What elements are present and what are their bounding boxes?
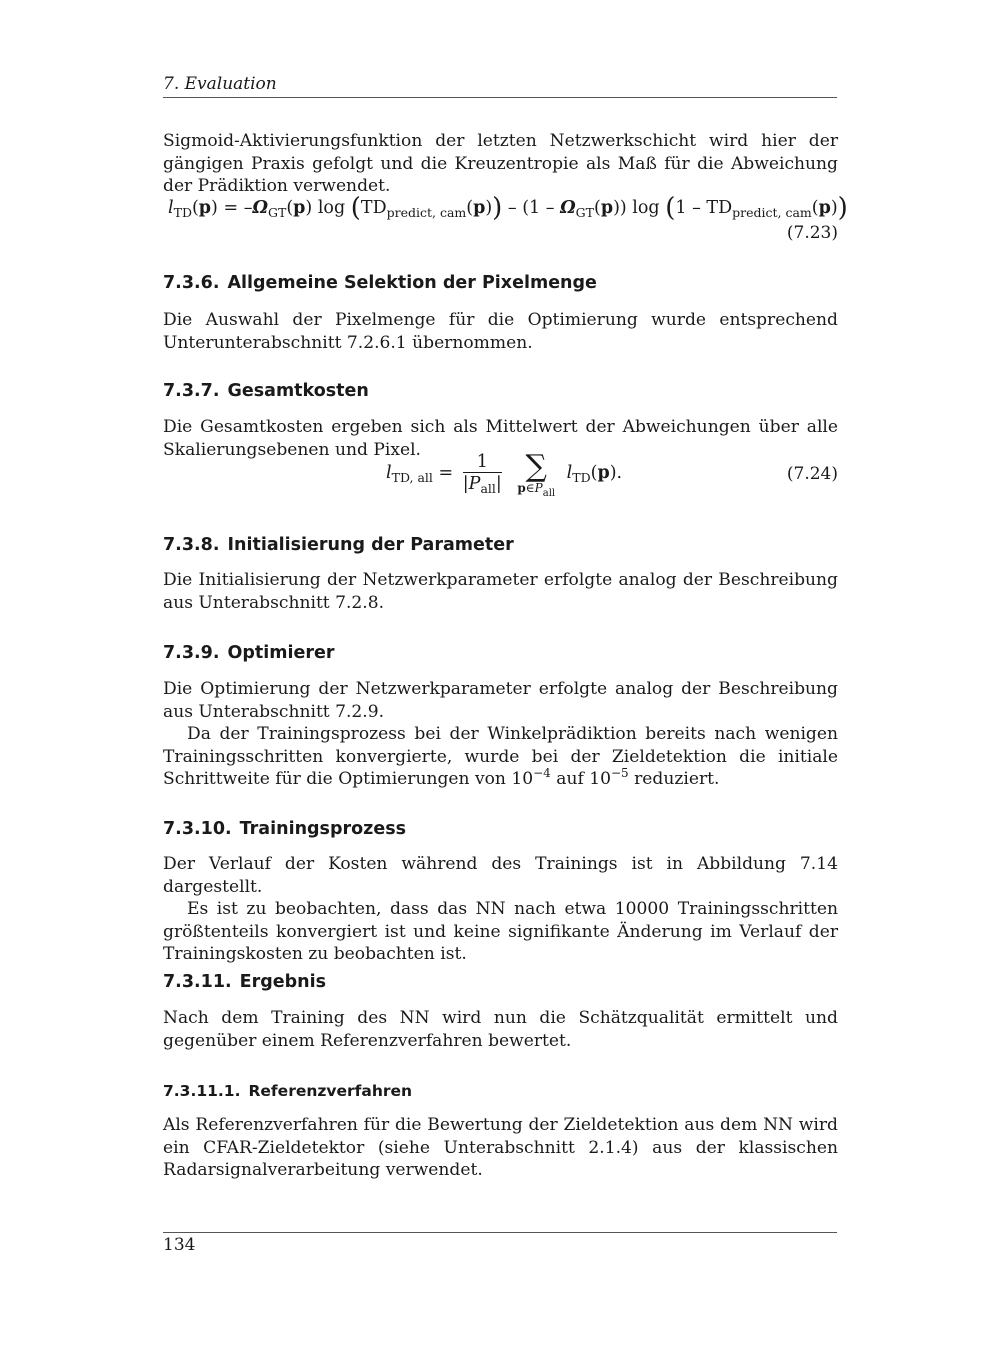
- section-title: Trainingsprozess: [239, 819, 407, 839]
- eq-paren: ): [492, 193, 503, 223]
- section-number: 7.3.11.1.: [163, 1082, 241, 1100]
- equation-7-24: $l_{TD, all}$ = $\frac{1}{|P_{all}|}$ ∑ $p\in P_{all}$ $l_{TD}(p)$.: [386, 448, 623, 499]
- section-number: 7.3.11.: [163, 972, 232, 992]
- section-heading: [163, 534, 838, 556]
- section-title: Allgemeine Selektion der Pixelmenge: [227, 273, 597, 293]
- section-title: Referenzverfahren: [248, 1082, 413, 1100]
- section-number: 7.3.10.: [163, 819, 232, 839]
- section-body: [163, 309, 838, 354]
- exponent: −4: [533, 766, 551, 781]
- paragraph: Die Initialisierung der Netzwerkparameter erfolgte analog der Beschreibung aus Unterabschnitt 7.2.8.: [163, 570, 838, 613]
- eq-symbol-l: l: [168, 198, 174, 218]
- paragraph: Als Referenzverfahren für die Bewertung der Zieldetektion aus dem NN wird ein CFAR-Zieldetektor (siehe Unterabschnitt 2.1.4) aus der klassischen Radarsignalverarbeitung verwendet.: [163, 1115, 838, 1181]
- eq-period: .: [616, 463, 623, 483]
- equation-number: (7.24): [786, 464, 838, 484]
- section-body: [163, 1007, 838, 1052]
- eq-log: log: [632, 198, 660, 218]
- eq-subscript: predict, cam: [386, 205, 467, 220]
- eq-symbol-p: p: [818, 198, 831, 218]
- eq-subscript: predict, cam: [732, 205, 812, 220]
- section-title: Gesamtkosten: [227, 381, 369, 401]
- section-heading: [163, 971, 838, 993]
- eq-subscript: GT: [268, 205, 287, 220]
- eq-sum: [517, 448, 556, 499]
- eq-symbol-omega: Ω: [560, 198, 576, 218]
- section-body: [163, 853, 838, 966]
- eq-in: ∈: [525, 480, 535, 495]
- section-body: [163, 1114, 838, 1182]
- paragraph: Die Auswahl der Pixelmenge für die Optimierung wurde entsprechend Unterunterabschnitt 7.2.6.1 übernommen.: [163, 310, 838, 353]
- eq-symbol-p: p: [473, 198, 486, 218]
- eq-subscript: TD: [572, 470, 591, 485]
- eq-symbol-p: p: [517, 480, 526, 495]
- subsection-heading: [163, 1081, 838, 1101]
- eq-denominator: $|P_{all}|$: [462, 474, 502, 496]
- page-number: 134: [163, 1235, 196, 1255]
- paragraph: Nach dem Training des NN wird nun die Schätzqualität ermittelt und gegenüber einem Referenzverfahren bewertet.: [163, 1008, 838, 1051]
- eq-equals: =: [438, 463, 454, 483]
- eq-symbol-calP: P: [534, 480, 543, 495]
- paragraph: Die Optimierung der Netzwerkparameter erfolgte analog der Beschreibung aus Unterabschnitt 7.2.9.: [163, 679, 838, 722]
- eq-symbol-omega: Ω: [252, 198, 269, 218]
- section-title: Initialisierung der Parameter: [227, 535, 514, 555]
- eq-one: 1: [529, 198, 541, 218]
- eq-subscript: GT: [575, 205, 594, 220]
- section-number: 7.3.7.: [163, 381, 220, 401]
- intro-block: [163, 130, 838, 198]
- eq-td: TD: [360, 198, 387, 218]
- section-heading: [163, 818, 838, 840]
- eq-paren: (: [665, 193, 676, 223]
- eq-symbol-calP: P: [468, 474, 481, 494]
- eq-minus: –: [507, 198, 517, 218]
- paragraph: Es ist zu beobachten, dass das NN nach etwa 10000 Trainingsschritten größtenteils konvergiert ist und keine signifikante Änderung im Verlauf der Trainingskosten zu beobachten ist.: [163, 899, 838, 965]
- header-rule: [163, 97, 837, 98]
- paragraph: [163, 723, 838, 791]
- equation-7-23: $l_{TD}(p) = -\Omega_{GT}(p)$ $\log (TD_{predict, cam}(p)) - (1 - \Omega_{GT}(p))$ $\log (1 - TD_{predict, cam}(p))$: [168, 193, 848, 223]
- eq-symbol-p: p: [198, 198, 212, 218]
- section-heading: [163, 272, 838, 294]
- eq-paren: (: [350, 193, 361, 223]
- paragraph: Die Gesamtkosten ergeben sich als Mittelwert der Abweichungen über alle Skalierungsebenen und Pixel.: [163, 417, 838, 460]
- eq-one: 1: [675, 198, 687, 218]
- eq-subscript: TD, all: [391, 470, 433, 485]
- text-run: Da der Trainingsprozess bei der Winkelprädiktion bereits nach wenigen Trainingsschritten konvergierte, wurde bei der Zieldetektion die initiale Schrittweite für die Optimierungen von 10: [163, 724, 838, 790]
- section-number: 7.3.6.: [163, 273, 220, 293]
- eq-minus: –: [243, 198, 253, 218]
- text-run: reduziert.: [628, 769, 720, 790]
- intro-paragraph: Sigmoid-Aktivierungsfunktion der letzten Netzwerkschicht wird hier der gängigen Praxis gefolgt und die Kreuzentropie als Maß für die Abweichung der Prädiktion verwendet.: [163, 131, 838, 197]
- eq-sum-symbol: ∑: [525, 448, 547, 484]
- eq-subscript: TD: [173, 205, 192, 220]
- eq-paren: ): [837, 193, 848, 223]
- eq-subscript: all: [480, 481, 496, 496]
- section-body: [163, 678, 838, 791]
- eq-symbol-l: l: [566, 463, 573, 483]
- eq-symbol-p: p: [600, 198, 614, 218]
- eq-td: TD: [706, 198, 733, 218]
- running-header: 7. Evaluation: [163, 74, 277, 94]
- eq-sum-limit: [517, 480, 556, 499]
- eq-equals: =: [223, 198, 239, 218]
- section-number: 7.3.9.: [163, 643, 220, 663]
- eq-subscript: all: [542, 487, 556, 499]
- eq-minus: –: [545, 198, 555, 218]
- text-run: auf 10: [550, 769, 611, 790]
- paragraph: Der Verlauf der Kosten während des Trainings ist in Abbildung 7.14 dargestellt.: [163, 854, 838, 897]
- exponent: −5: [610, 766, 629, 781]
- footer-rule: [163, 1232, 837, 1233]
- section-heading: [163, 380, 838, 402]
- eq-log: log: [317, 198, 346, 218]
- eq-minus: –: [692, 198, 701, 218]
- section-title: Optimierer: [227, 643, 335, 663]
- eq-fraction: [463, 452, 502, 495]
- eq-numerator: 1: [463, 452, 502, 473]
- section-number: 7.3.8.: [163, 535, 220, 555]
- eq-symbol-p: p: [597, 463, 610, 483]
- section-title: Ergebnis: [239, 972, 327, 992]
- equation-number: (7.23): [786, 223, 838, 243]
- eq-symbol-p: p: [293, 198, 306, 218]
- eq-symbol-l: l: [386, 463, 392, 483]
- section-body: [163, 569, 838, 614]
- section-heading: [163, 642, 838, 664]
